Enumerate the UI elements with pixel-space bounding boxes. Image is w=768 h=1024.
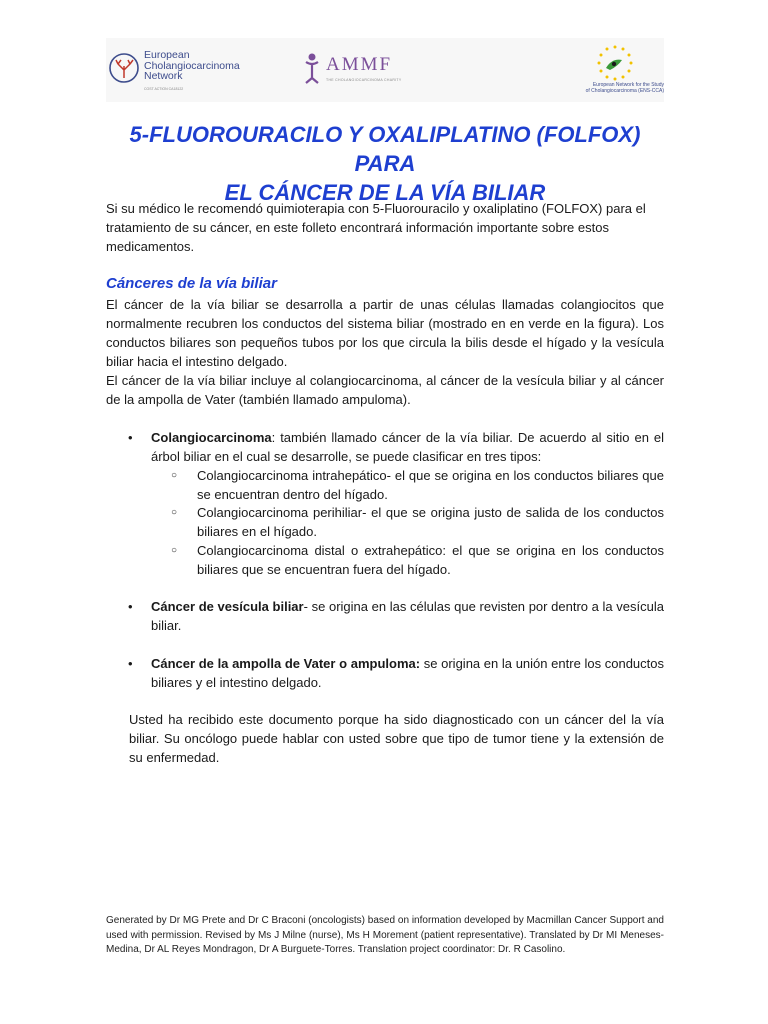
section-paragraph-2: El cáncer de la vía biliar incluye al colangiocarcinoma, al cáncer de la vesícula biliar y al cáncer de la ampolla de Vater (también llamado ampuloma). [106,373,664,407]
ens-line2: of Cholangiocarcinoma (ENS-CCA) [585,88,664,94]
bullet-bold: Cáncer de vesícula biliar [151,599,304,614]
bullet-dot: • [128,430,133,445]
ens-cca-stars-icon [596,44,634,82]
ecn-line2: Cholangiocarcinoma [144,59,240,72]
ens-cca-logo [568,42,664,98]
section-heading: Cánceres de la vía biliar [106,275,277,292]
ammf-tagline: THE CHOLANGIOCARCINOMA CHARITY [326,78,402,82]
sub-bullet-circle: ○ [171,470,178,481]
ecn-tree-icon [108,52,140,84]
list-item-colangiocarcinoma [128,428,664,466]
sub-item-intrahepatico [171,466,664,504]
footer-credits: Generated by Dr MG Prete and Dr C Braconi (oncologists) based on information developed by Macmillan Cancer Support and used with permission. Revised by Ms J Milne (nurse), Ms H Morement (patient representative). Translated by Dr MI Meneses-Medina, Dr AL Reyes Mondragon, Dr A Burguete-Torres. Translation project coordinator: Dr. R Casolino. [106,915,664,955]
bullet-bold: Colangiocarcinoma [151,430,272,445]
bullet-text: : también llamado cáncer de la vía biliar. De acuerdo al sitio en el árbol biliar en el cual se desarrolle, se puede clasificar en tres tipos: [151,430,664,464]
sub-item-text: Colangiocarcinoma intrahepático- el que se origina en los conductos biliares que se encuentran dentro del hígado. [197,468,664,502]
ammf-name: AMMF [326,54,393,75]
bullet-dot: • [128,656,133,671]
bullet-text: se origina en la unión entre los conductos biliares y el intestino delgado. [151,656,664,690]
list-item-ampuloma [128,654,664,692]
title-line2: EL CÁNCER DE LA VÍA BILIAR [224,180,546,205]
section-paragraph-1: El cáncer de la vía biliar se desarrolla a partir de unas células llamadas colangiocitos que normalmente recubren los conductos del sistema biliar (mostrado en en verde en la figura). Los conductos biliares son pequeños tubos por los que circula la bilis desde el hígado y la vesícula biliar hacia el intestino delgado. [106,297,664,369]
sub-item-distal [171,541,664,579]
title-line1: 5-FLUOROURACILO Y OXALIPLATINO (FOLFOX) PARA [129,122,641,176]
sub-bullet-circle: ○ [171,507,178,518]
bullet-dot: • [128,599,133,614]
ecn-line3: Network [144,70,183,82]
ecn-logo [108,48,258,92]
closing-paragraph: Usted ha recibido este documento porque ha sido diagnosticado con un cáncer del la vía biliar. Su oncólogo puede hablar con usted sobre que tipo de tumor tiene y la extensión de su enfermedad. [129,712,664,765]
ecn-line1: European [144,49,190,61]
ecn-tagline: COST ACTION CA18122 [144,86,184,91]
ammf-ribbon-icon [302,52,322,84]
header-logo-bar [106,38,664,102]
ammf-logo [302,46,422,94]
bullet-bold: Cáncer de la ampolla de Vater o ampuloma: [151,656,421,671]
sub-item-text: Colangiocarcinoma perihiliar- el que se origina justo de salida de los conductos biliares en el hígado. [197,505,664,539]
sub-item-text: Colangiocarcinoma distal o extrahepático: el que se origina en los conductos biliares que se encuentran fuera del hígado. [197,543,664,577]
bullet-text: - se origina en las células que revisten por dentro a la vesícula biliar. [151,599,665,633]
sub-bullet-circle: ○ [171,545,178,556]
document-title [106,120,664,207]
sub-item-perihiliar [171,503,664,541]
intro-paragraph: Si su médico le recomendó quimioterapia con 5-Fluorouracilo y oxaliplatino (FOLFOX) para el tratamiento de su cáncer, en este folleto encontrará información importante sobre estos medicamentos. [106,201,646,254]
list-item-vesicula [128,597,664,635]
ens-line1: European Network for the Study [592,82,664,88]
